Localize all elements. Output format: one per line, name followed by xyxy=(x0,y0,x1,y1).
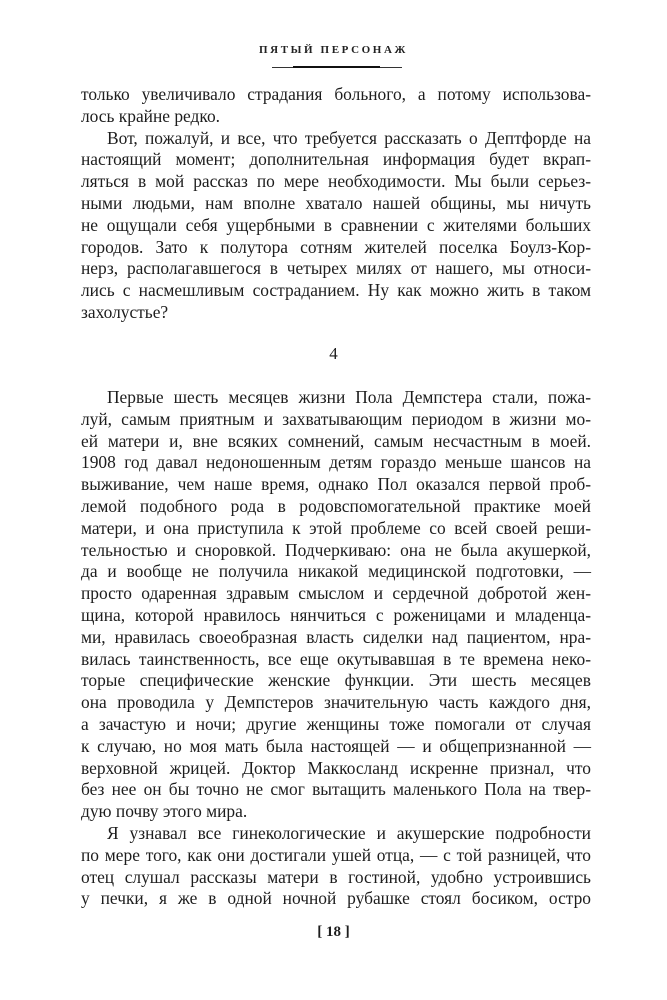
text-line: луй, самым приятным и захватывающим периодом в жизни мо- xyxy=(81,408,591,429)
text-line: нерз, располагавшегося в четырех милях от нашего, мы относи- xyxy=(81,258,591,279)
header-rule xyxy=(272,67,402,68)
text-line: отец слушал рассказы матери в гостиной, удобно устроившись xyxy=(81,866,591,887)
text-line: тельностью и сноровкой. Подчеркиваю: она не была акушеркой, xyxy=(81,539,591,560)
text-line: да и вообще не получила никакой медицинской подготовки, — xyxy=(81,561,591,582)
text-block-1 xyxy=(81,84,591,324)
text-line: захолустье? xyxy=(81,301,169,322)
text-line: лемой подобного рода в родовспомогательной практике моей xyxy=(81,495,591,516)
text-line: 1908 год давал недоношенным детям гораздо меньше шансов на xyxy=(81,452,591,473)
text-line: а зачастую и ночи; другие женщины тоже помогали от случая xyxy=(81,713,591,734)
text-line: матери, и она приступила к этой проблеме со всей своей реши- xyxy=(81,517,591,538)
text-line: Я узнавал все гинекологические и акушерские подробности xyxy=(107,822,591,843)
text-line: ей матери и, вне всяких сомнений, самым несчастным в моей. xyxy=(81,430,591,451)
text-line: верховной жрицей. Доктор Маккосланд искренне признал, что xyxy=(81,757,591,778)
page-number: [ 18 ] xyxy=(317,924,350,940)
text-line: щина, которой нравилось нянчиться с роженицами и младенца- xyxy=(81,604,591,625)
text-line: к случаю, но моя мать была настоящей — и общепризнанной — xyxy=(81,735,591,756)
section-number: 4 xyxy=(329,344,338,363)
running-head: ПЯТЫЙ ПЕРСОНАЖ xyxy=(259,44,408,56)
text-line: ляться в мой рассказ по мере необходимости. Мы были серьез- xyxy=(81,171,591,192)
text-line: торые специфические женские функции. Эти шесть месяцев xyxy=(81,670,591,691)
text-line: дую почву этого мира. xyxy=(81,801,248,822)
text-line: она проводила у Демпстеров значительную часть каждого дня, xyxy=(81,692,591,713)
text-line: настоящий момент; дополнительная информация будет вкрап- xyxy=(81,149,591,170)
text-line: только увеличивало страдания больного, а потому использова- xyxy=(81,84,591,104)
text-line: по мере того, как они достигали ушей отца, — с той разницей, что xyxy=(81,844,591,865)
text-block-2 xyxy=(81,387,591,910)
text-line: Вот, пожалуй, и все, что требуется рассказать о Дептфорде на xyxy=(107,127,591,148)
text-line: лись с насмешливым состраданием. Ну как можно жить в таком xyxy=(81,280,591,301)
text-line: лось крайне редко. xyxy=(81,105,220,126)
text-line: не ощущали себя ущербными в сравнении с жителями больших xyxy=(81,214,591,235)
text-line: ми, нравилась своеобразная власть сиделки над пациентом, нра- xyxy=(81,626,591,647)
text-line: просто одаренная здравым смыслом и сердечной добротой жен- xyxy=(81,583,591,604)
text-line: вилась таинственность, все еще окутывавшая в те времена неко- xyxy=(81,648,591,669)
text-line: ными людьми, нам вполне хватало нашей общины, мы ничуть xyxy=(81,192,591,213)
text-line: Первые шесть месяцев жизни Пола Демпстера стали, пожа- xyxy=(107,387,591,407)
text-line: выживание, чем наше время, однако Пол оказался первой проб- xyxy=(81,474,591,495)
text-line: без нее он бы точно не смог вытащить маленького Пола на твер- xyxy=(81,779,591,800)
text-line: городов. Зато к полутора сотням жителей поселка Боулз-Кор- xyxy=(81,236,591,257)
text-line: у печки, я же в одной ночной рубашке стоял босиком, остро xyxy=(81,888,591,909)
